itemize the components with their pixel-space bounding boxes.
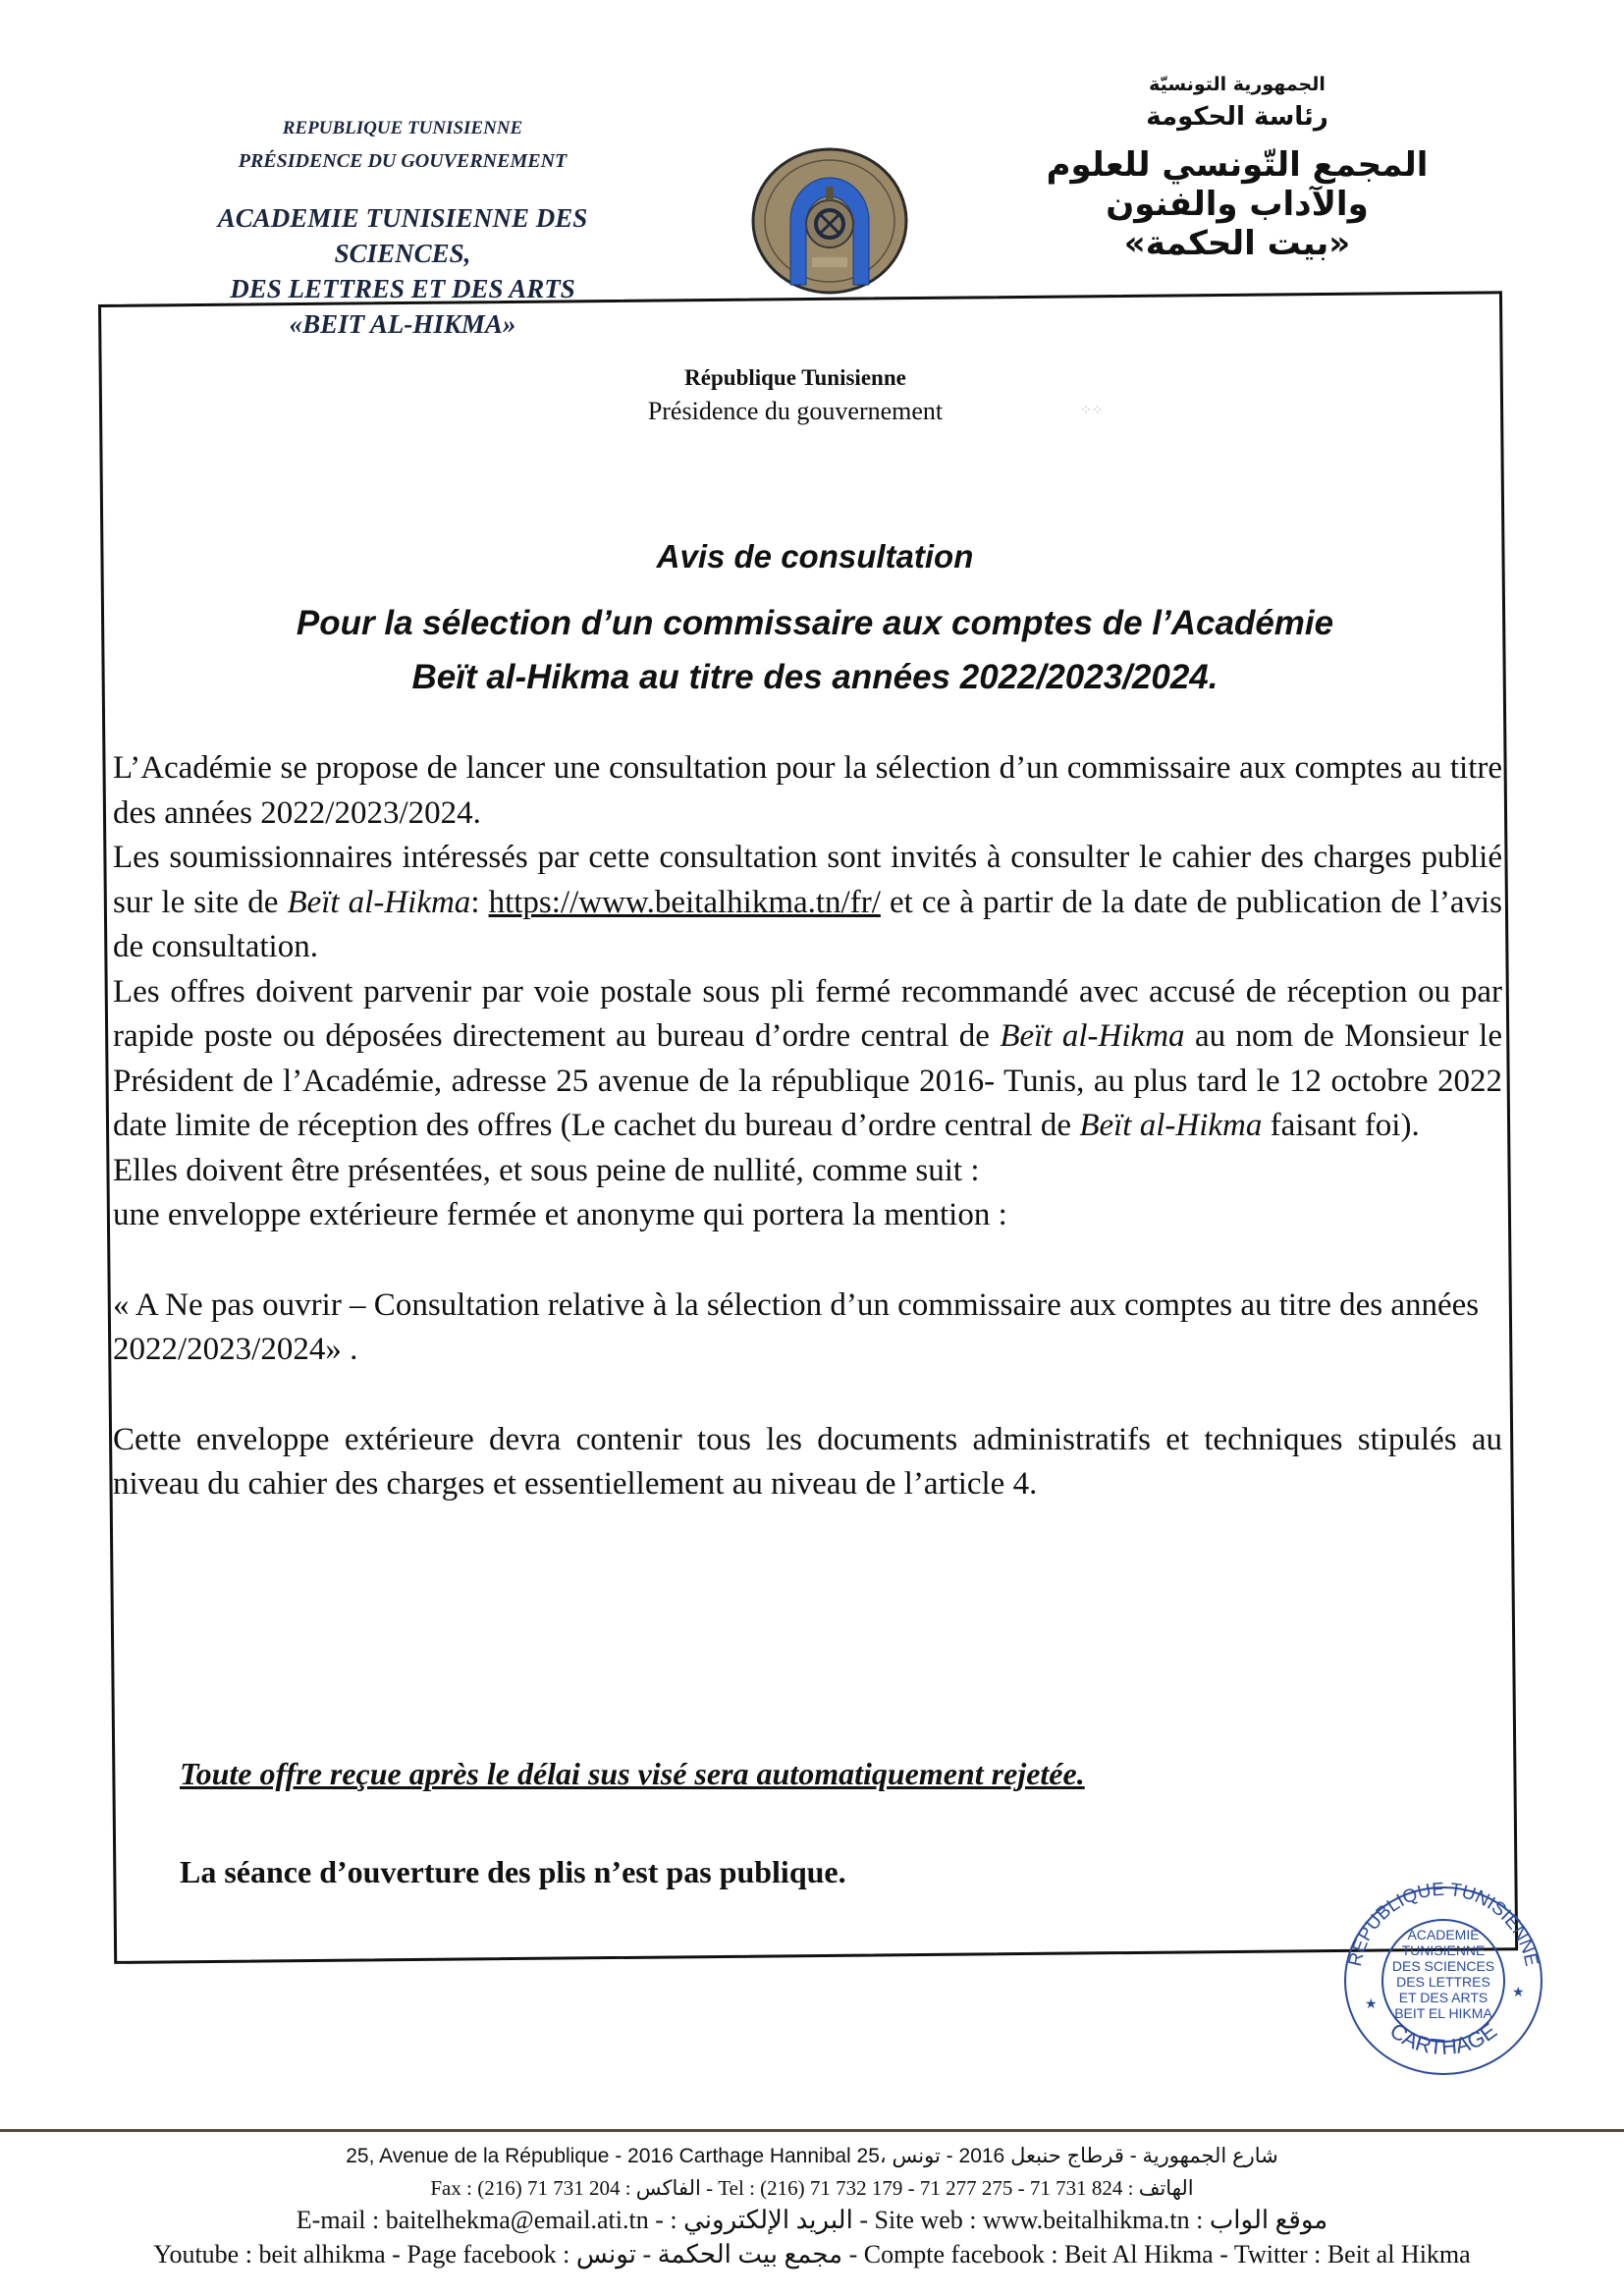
footer-social: Youtube : beit alhikma - Page facebook : مجمع بيت الحكمة - تونس - Compte facebook : Beit Al Hikma - Twitter : Beit al Hikma — [153, 2240, 1471, 2269]
header-arabic — [1011, 71, 1463, 263]
header-academy-line3: «BEIT AL-HIKMA» — [289, 309, 516, 339]
header-ar-academy-line2: والآداب والفنون — [1106, 185, 1369, 224]
footer-divider — [0, 2129, 1624, 2132]
opening-not-public: La séance d’ouverture des plis n’est pas publique. — [180, 1854, 846, 1889]
header-republic: REPUBLIQUE TUNISIENNE — [282, 118, 523, 138]
paragraph-intro: L’Académie se propose de lancer une consultation pour la sélection d’un commissaire aux comptes au titre des années 2022/2023/2024. — [113, 750, 1502, 831]
late-offer-warning: Toute offre reçue après le délai sus visé sera automatiquement rejetée. — [180, 1756, 1085, 1791]
header-ar-presidency: رئاسة الحكومة — [1146, 102, 1328, 132]
stamp-outer-bottom: CARTHAGE — [1384, 2017, 1502, 2060]
footer — [98, 2141, 1526, 2272]
stamp-inner-line: ET DES ARTS — [1398, 1990, 1489, 2005]
notice-subtitle-line1: Pour la sélection d’un commissaire aux comptes de l’Académie — [296, 604, 1334, 642]
footer-phones: Fax : (216) 71 731 204 : الفاكس - Tel : (216) 71 732 179 - 71 277 275 - 71 731 824 : الهاتف — [430, 2176, 1194, 2200]
header-academy-line1: ACADEMIE TUNISIENNE DES SCIENCES, — [217, 203, 588, 268]
star-icon: ★ — [1512, 1986, 1525, 2000]
official-stamp-icon — [1330, 1871, 1556, 2077]
paragraph-presentation: Elles doivent être présentées, et sous peine de nullité, comme suit : — [113, 1152, 980, 1188]
stamp-inner-line: BEIT EL HIKMA — [1394, 2005, 1492, 2021]
text: faisant foi). — [1262, 1108, 1420, 1143]
stamp-inner-line: ACADEMIE — [1407, 1927, 1480, 1942]
stamp-inner-line: DES SCIENCES — [1391, 1958, 1495, 1974]
notice-subtitle-line2: Beït al-Hikma au titre des années 2022/2023/2024. — [411, 658, 1218, 696]
stamp-outer-top: REPUBLIQUE TUNISIENNE — [1344, 1879, 1543, 1969]
footer-address: 25, Avenue de la République - 2016 Carthage Hannibal 25، شارع الجمهورية - قرطاج حنبعل 2016 - تونس — [346, 2145, 1278, 2167]
paragraph-contents: Cette enveloppe extérieure devra contenir tous les documents administratifs et techniques stipulés au niveau du cahier des charges et essentiellement au niveau de l’article 4. — [113, 1421, 1502, 1502]
scan-smudge: ⁘⁘ — [1080, 404, 1104, 418]
paragraph-specifications — [113, 836, 1502, 970]
header-ar-academy-line3: «بيت الحكمة» — [1123, 224, 1351, 263]
notice-presidency: Présidence du gouvernement — [647, 397, 944, 425]
academy-name: Beït al-Hikma — [287, 884, 471, 920]
notice-body — [113, 746, 1502, 1507]
header-academy-line2: DES LETTRES ET DES ARTS — [230, 274, 575, 303]
text: Les offres doivent parvenir par voie postale sous pli fermé recommandé avec accusé de réception ou par rapide poste ou déposées directement au bureau d’ordre central de — [113, 973, 1502, 1054]
text: : — [470, 884, 489, 920]
academy-emblem-icon — [751, 147, 908, 295]
academy-name: Beït al-Hikma — [1000, 1018, 1185, 1054]
spacer — [113, 1373, 1502, 1418]
header-presidency: PRÉSIDENCE DU GOUVERNEMENT — [238, 150, 568, 172]
academy-name: Beït al-Hikma — [1079, 1108, 1263, 1143]
website-link[interactable]: https://www.beitalhikma.tn/fr/ — [488, 884, 881, 920]
stamp-inner-line: TUNISIENNE — [1401, 1942, 1486, 1958]
header-ar-academy-line1: المجمع التّونسي للعلوم — [1046, 145, 1429, 185]
notice-title: Avis de consultation — [656, 538, 974, 574]
star-icon: ★ — [1365, 1997, 1378, 2012]
header-ar-republic: الجمهورية التونسيّة — [1149, 74, 1326, 95]
text: et ce à partir de la date de publication de l’avis de consultation. — [113, 884, 1502, 964]
paragraph-submission — [113, 970, 1502, 1149]
paragraph-mention: « A Ne pas ouvrir – Consultation relative à la sélection d’un commissaire aux comptes au titre des années 2022/2023/2024» . — [113, 1286, 1480, 1367]
stamp-inner-line: DES LETTRES — [1396, 1974, 1490, 1990]
text: Les soumissionnaires intéressés par cette consultation sont invités à consulter le cahier des charges publié sur le site de — [113, 840, 1502, 920]
svg-text:CARTHAGE — [1385, 2018, 1501, 2059]
paragraph-envelope: une enveloppe extérieure fermée et anonyme qui portera la mention : — [113, 1197, 1007, 1232]
footer-email-web: E-mail : baitelhekma@email.ati.tn - : البريد الإلكتروني - Site web : www.beitalhikma.tn : موقع الواب — [296, 2206, 1328, 2234]
notice-republic: République Tunisienne — [684, 365, 906, 390]
text: au nom de Monsieur le Président de l’Académie, adresse 25 avenue de la république 2016- Tunis, au plus tard le 12 octobre 2022 date limite de réception des offres (Le cachet du bureau d’ordre central de — [113, 1018, 1502, 1143]
spacer — [113, 1238, 1502, 1284]
